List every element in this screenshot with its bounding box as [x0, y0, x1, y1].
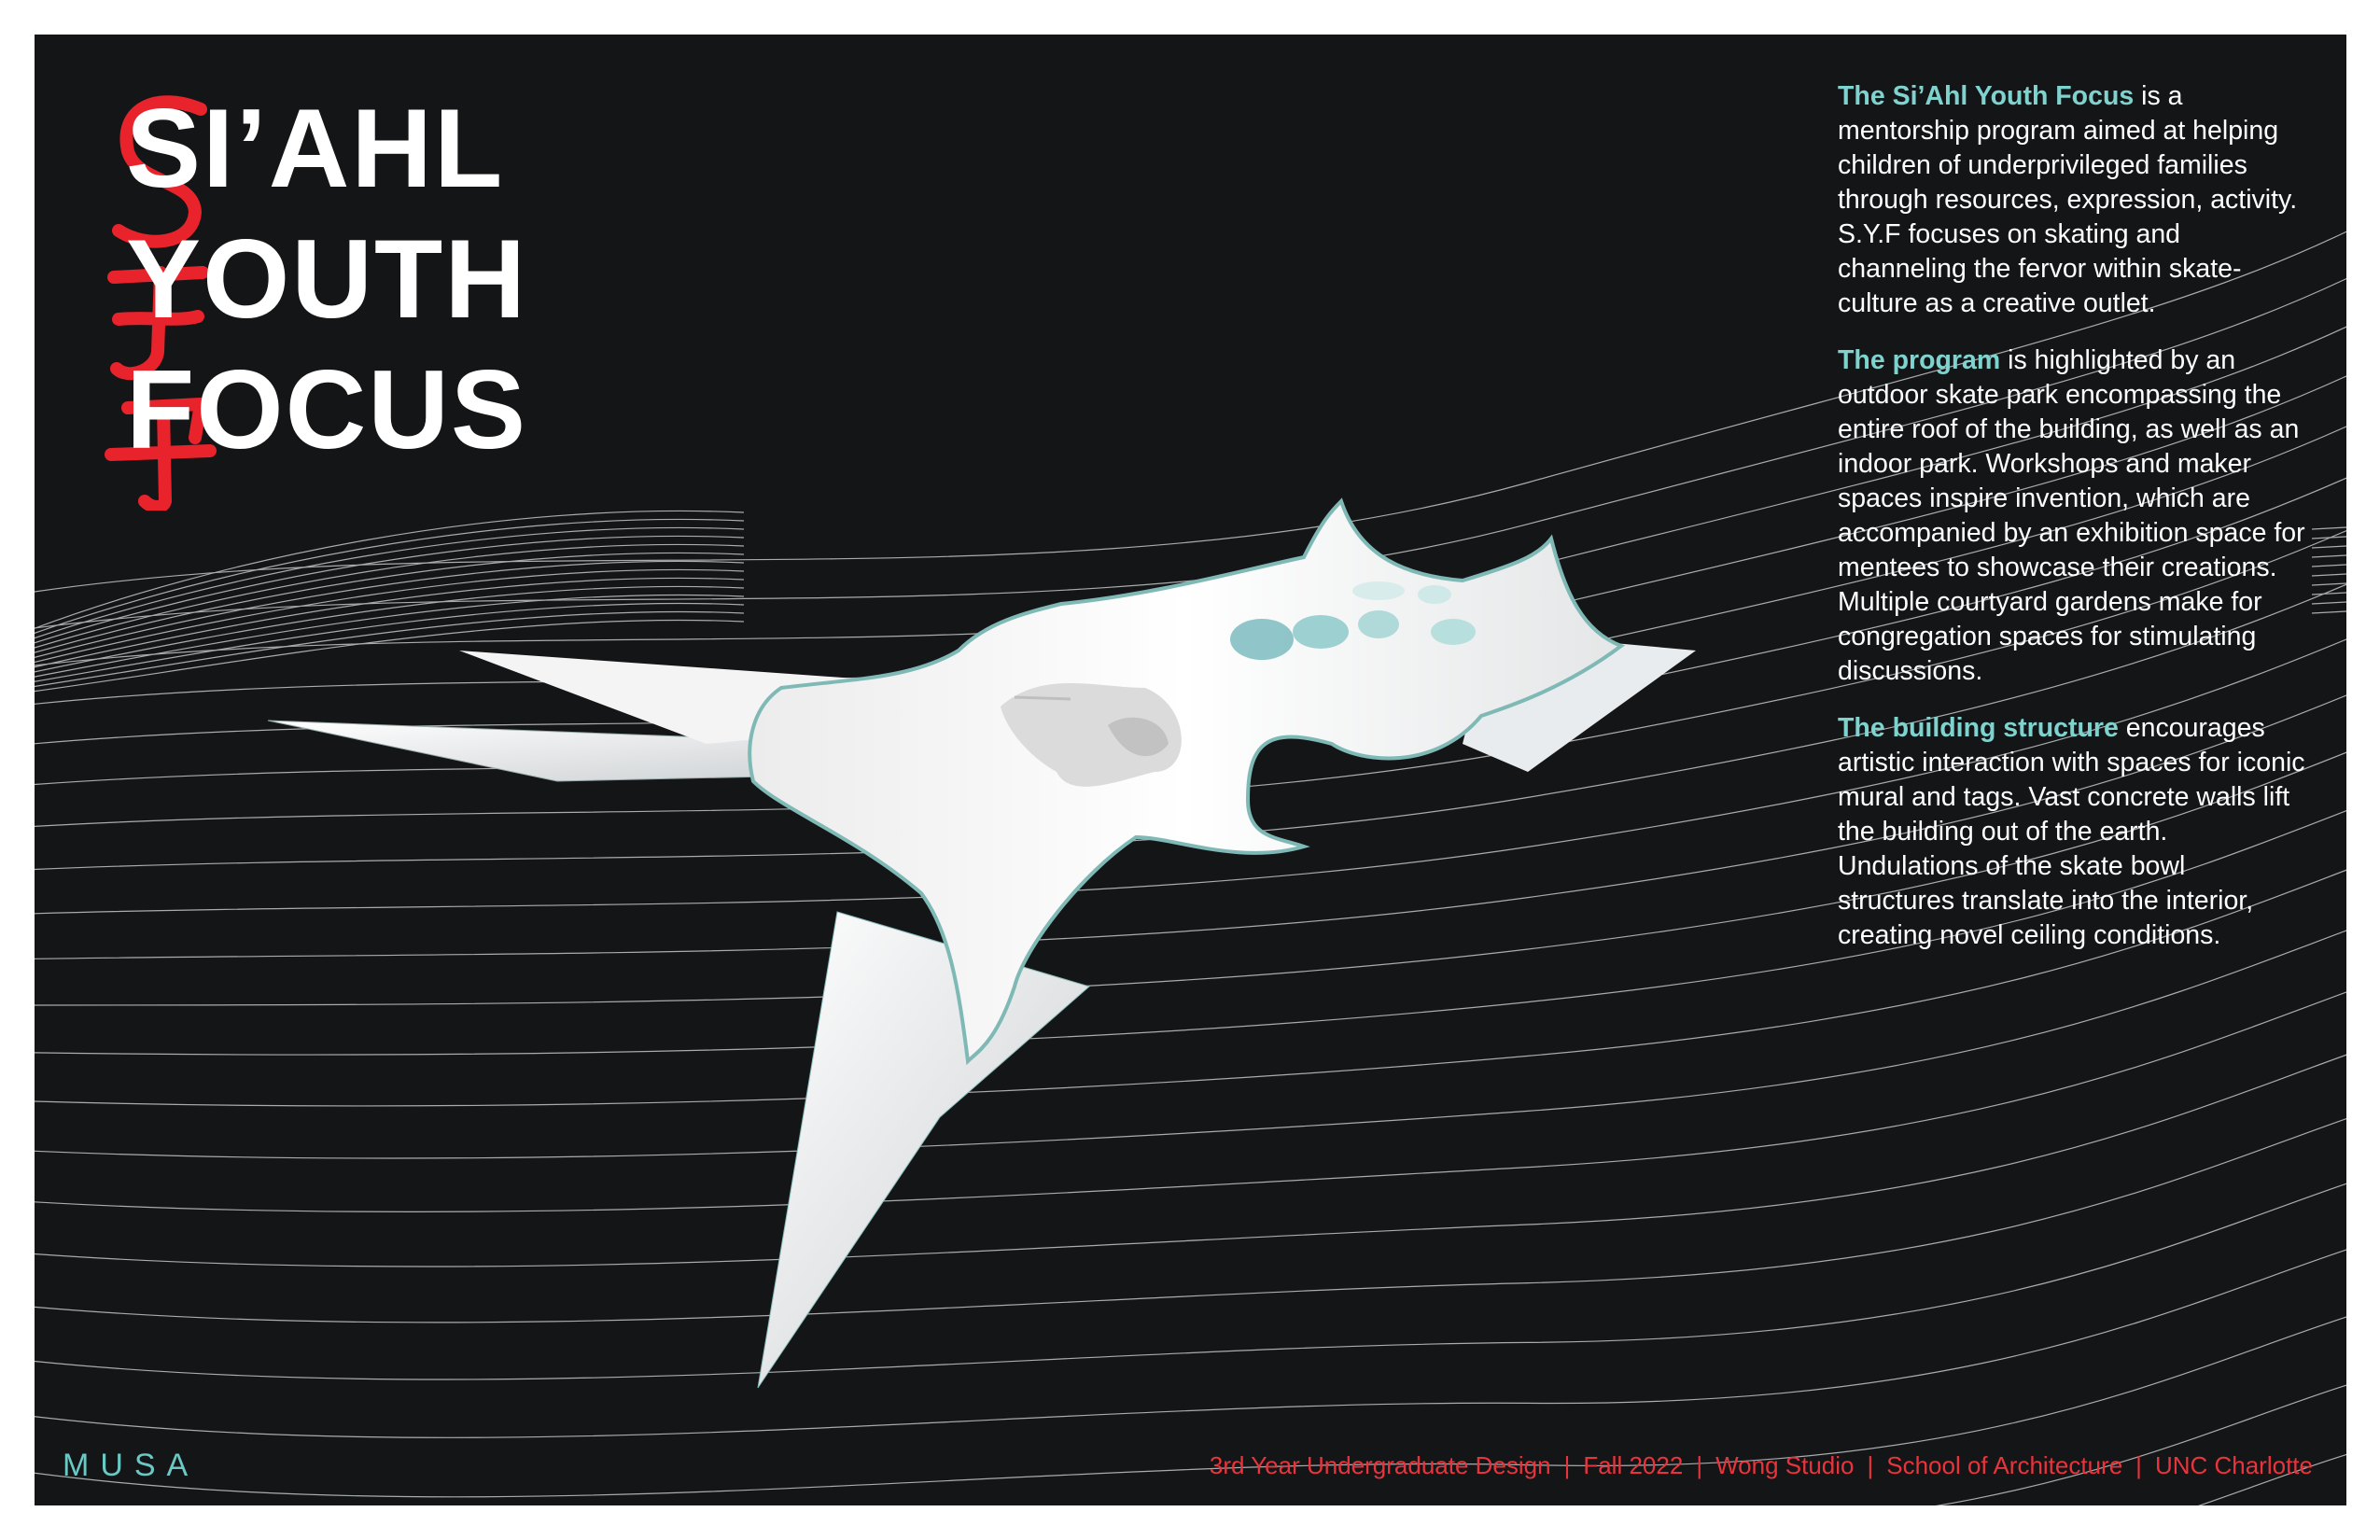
contour-line	[2312, 611, 2346, 613]
title-line-2: YOUTH	[126, 217, 527, 342]
project-description	[1838, 79, 2309, 975]
contour-line	[35, 1176, 2346, 1379]
separator: |	[1563, 1451, 1571, 1479]
credit-term: Fall 2022	[1583, 1451, 1684, 1479]
paragraph-highlight: The program	[1838, 345, 2001, 375]
contour-line	[35, 511, 744, 632]
title-line-3: FOCUS	[126, 347, 527, 472]
contour-line	[35, 1112, 2346, 1323]
separator: |	[1696, 1451, 1703, 1479]
contour-line	[2312, 574, 2346, 576]
paragraph-highlight: The Si’Ahl Youth Focus	[1838, 81, 2135, 111]
separator: |	[2135, 1451, 2142, 1479]
description-paragraph	[1838, 79, 2309, 321]
poster-board	[35, 35, 2346, 1505]
description-paragraph	[1838, 343, 2309, 689]
contour-line	[2312, 602, 2346, 604]
paragraph-text: is highlighted by an outdoor skate park encompassing the entire roof of the building, as well as an indoor park. Workshops and maker spaces inspire invention, which are accompanied by an exhibition space for mentees to showcase their creations. Multiple courtyard gardens make for congregation spaces for stimulating discussions.	[1838, 345, 2305, 686]
contour-line	[35, 1047, 2346, 1267]
paragraph-text: is a mentorship program aimed at helping children of underprivileged families through resources, expression, activity. S.Y.F focuses on skating and channeling the fervor within skate-culture as a creative outlet.	[1838, 81, 2298, 318]
contour-line	[35, 1242, 2346, 1437]
paragraph-text: encourages artistic interaction with spaces for iconic mural and tags. Vast concrete walls lift the building out of the earth. Undulations of the skate bowl structures translate into the interior, creating novel ceiling conditions.	[1838, 713, 2305, 950]
credit-studio: Wong Studio	[1715, 1451, 1855, 1479]
contour-line	[35, 985, 2346, 1212]
credit-university: UNC Charlotte	[2154, 1451, 2313, 1479]
contour-line	[35, 1379, 2346, 1505]
contour-line	[2312, 593, 2346, 595]
contour-line	[2312, 546, 2346, 548]
separator: |	[1867, 1451, 1874, 1479]
title-line-1: SI’AHL	[126, 86, 505, 211]
contour-line	[2312, 565, 2346, 567]
musa-logo: MUSA	[63, 1448, 200, 1483]
credit-school: School of Architecture	[1886, 1451, 2123, 1479]
contour-line	[2312, 555, 2346, 557]
course-credits	[1210, 1451, 2313, 1480]
contour-line	[2312, 527, 2346, 529]
paragraph-highlight: The building structure	[1838, 713, 2119, 743]
contour-line	[2312, 583, 2346, 585]
building-model	[268, 501, 1696, 1388]
description-paragraph	[1838, 711, 2309, 953]
credit-course: 3rd Year Undergraduate Design	[1209, 1451, 1551, 1479]
